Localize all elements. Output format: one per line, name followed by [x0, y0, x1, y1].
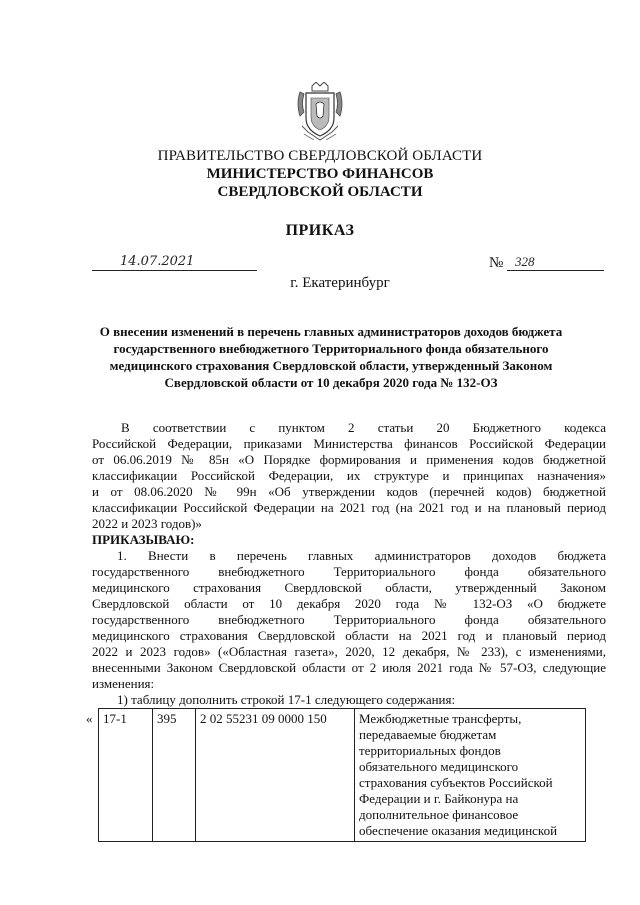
preamble-line: и от 08.06.2020 № 99н «Об утверждении кодов (перечней кодов) бюджетной — [92, 484, 606, 499]
subitem1-text: 1) таблицу дополнить строкой 17-1 следующего содержания: — [117, 692, 456, 707]
description-line: обязательного медицинского — [359, 759, 519, 774]
document-type-title: ПРИКАЗ — [285, 222, 355, 239]
table-row — [82, 709, 586, 842]
order-word: ПРИКАЗЫВАЮ: — [92, 532, 195, 547]
ministry-name-line1: МИНИСТЕРСТВО ФИНАНСОВ — [206, 166, 434, 182]
date-field — [92, 254, 257, 271]
handwritten-date: 14.07.2021 — [120, 254, 195, 269]
codes-table — [82, 708, 586, 842]
description-line: обеспечение оказания медицинской — [359, 823, 558, 838]
handwritten-number: 328 — [515, 254, 535, 269]
number-field — [507, 254, 604, 271]
preamble-line: 2022 и 2023 годов)» — [92, 516, 202, 531]
city-name: г. Екатеринбург — [290, 275, 390, 291]
admin-code-cell: 395 — [153, 709, 196, 842]
description-line: страхования субъектов Российской — [359, 775, 553, 790]
description-line: передаваемые бюджетам — [359, 727, 497, 742]
description-line: Федерации и г. Байконура на — [359, 791, 519, 806]
number-label: № — [489, 255, 504, 271]
item1-line: государственного внебюджетного Территориального фонда обязательного — [92, 612, 606, 627]
item1-line: изменения: — [92, 676, 155, 691]
subject-line: государственного внебюджетного Территориального фонда обязательного — [113, 341, 549, 356]
preamble-line: классификации Российской Федерации на 2021 год (на 2021 год и на плановый период — [92, 500, 606, 515]
item1-line: медицинского страхования Свердловской области, утвержденный Законом — [92, 580, 606, 595]
description-cell — [355, 709, 586, 842]
ministry-name-line2: СВЕРДЛОВСКОЙ ОБЛАСТИ — [217, 184, 423, 200]
description-line: Межбюджетные трансферты, — [359, 711, 522, 726]
preamble-line: от 06.06.2019 № 85н «О Порядке формирования и применения кодов бюджетной — [92, 452, 606, 467]
preamble-line: Российской Федерации, приказами Министерства финансов Российской Федерации — [92, 436, 606, 451]
subject-line: медицинского страхования Свердловской области, утвержденный Законом — [109, 358, 553, 373]
description-line: дополнительное финансовое — [359, 807, 519, 822]
item1-line: государственного внебюджетного Территориального фонда обязательного — [92, 564, 606, 579]
preamble-line: В соответствии с пунктом 2 статьи 20 Бюджетного кодекса — [121, 420, 606, 435]
item1-line: медицинского страхования Свердловской области на 2021 год и плановый период — [92, 628, 606, 643]
opening-quote: « — [86, 710, 93, 726]
revenue-code-cell: 2 02 55231 09 0000 150 — [196, 709, 355, 842]
subject-line: О внесении изменений в перечень главных администраторов доходов бюджета — [99, 324, 563, 339]
coat-of-arms-icon — [294, 82, 346, 144]
order-subject — [92, 323, 570, 391]
item1-line: Свердловской области от 10 декабря 2020 года № 132-ОЗ «О бюджете — [92, 596, 606, 611]
row-number-cell: 17-1 — [99, 709, 153, 842]
subject-line: Свердловской области от 10 декабря 2020 года № 132-ОЗ — [164, 375, 498, 390]
description-line: территориальных фондов — [359, 743, 501, 758]
item1-line: 2022 и 2023 годов» («Областная газета», 2020, 12 декабря, № 233), с изменениями, — [92, 644, 606, 659]
preamble-line: классификации Российской Федерации, их структуре и принципах назначения» — [92, 468, 606, 483]
quote-cell — [82, 709, 99, 842]
item1-line: внесенными Законом Свердловской области от 2 июля 2021 года № 57-ОЗ, следующие — [92, 660, 606, 675]
government-name: ПРАВИТЕЛЬСТВО СВЕРДЛОВСКОЙ ОБЛАСТИ — [157, 148, 483, 164]
item1-line: 1. Внести в перечень главных администраторов доходов бюджета — [117, 548, 606, 563]
